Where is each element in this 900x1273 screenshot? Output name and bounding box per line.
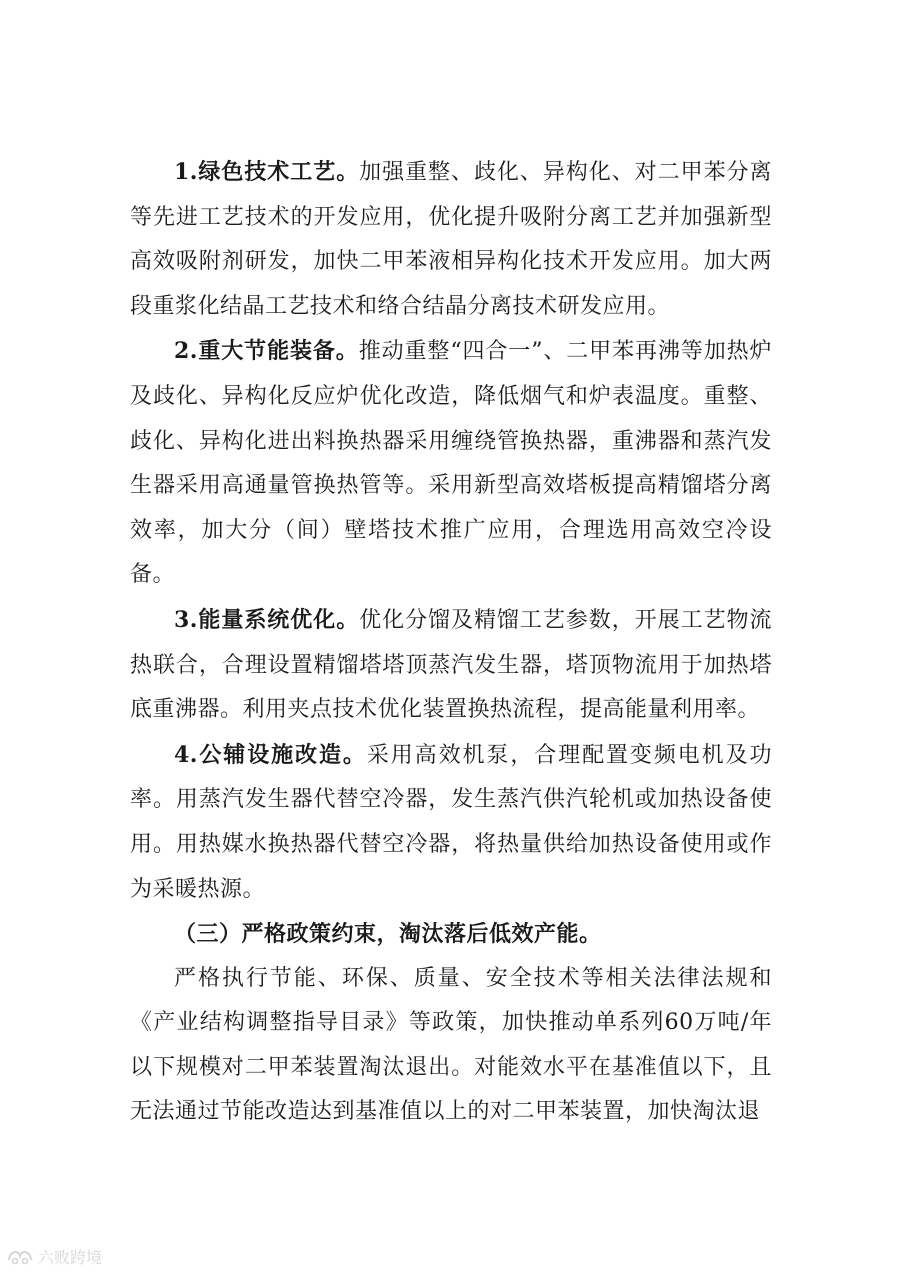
watermark-text: 六败跨境 (38, 1247, 103, 1267)
document-page (130, 150, 772, 1135)
closing-paragraph: 严格执行节能、环保、质量、安全技术等相关法律法规和《产业结构调整指导目录》等政策，加快推动单系列60万吨/年以下规模对二甲苯装置淘汰退出。对能效水平在基准值以下，且无法通过节能改造达到基准值以上的对二甲苯装置，加快淘汰退 (130, 965, 772, 1125)
paragraph-heading: 3.能量系统优化。 (174, 606, 360, 633)
paragraph-body: 加强重整、歧化、异构化、对二甲苯分离等先进工艺技术的开发应用，优化提升吸附分离工艺并加强新型高效吸附剂研发，加快二甲苯液相异构化技术开发应用。加大两段重浆化结晶工艺技术和络合结晶分离技术研发应用。 (130, 160, 772, 319)
section-heading: （三）严格政策约束，淘汰落后低效产能。 (174, 921, 602, 948)
paragraph-heading: 1.绿色技术工艺。 (174, 159, 360, 185)
paragraph-body: 优化分馏及精馏工艺参数，开展工艺物流热联合，合理设置精馏塔塔顶蒸汽发生器，塔顶物流用于加热塔底重沸器。利用夹点技术优化装置换热流程，提高能量利用率。 (130, 607, 772, 723)
paragraph-green-tech (130, 150, 772, 329)
watermark-logo-icon (6, 1246, 34, 1266)
watermark (6, 1245, 102, 1267)
paragraph-heading: 2.重大节能装备。 (174, 338, 359, 365)
paragraph-heading: 4.公辅设施改造。 (174, 741, 367, 768)
paragraph-energy-system (130, 598, 772, 733)
paragraph-energy-equipment (130, 329, 772, 598)
paragraph-body: 采用高效机泵，合理配置变频电机及功率。用蒸汽发生器代替空冷器，发生蒸汽供汽轮机或加热设备使用。用热媒水换热器代替空冷器，将热量供给加热设备使用或作为采暖热源。 (130, 742, 772, 902)
paragraph-utility-retrofit (130, 733, 772, 912)
paragraph-body: 推动重整“四合一”、二甲苯再沸等加热炉及歧化、异构化反应炉优化改造，降低烟气和炉表温度。重整、歧化、异构化进出料换热器采用缠绕管换热器，重沸器和蒸汽发生器采用高通量管换热管等。采用新型高效塔板提高精馏塔分离效率，加大分（间）壁塔技术推广应用，合理选用高效空冷设备。 (130, 339, 773, 588)
